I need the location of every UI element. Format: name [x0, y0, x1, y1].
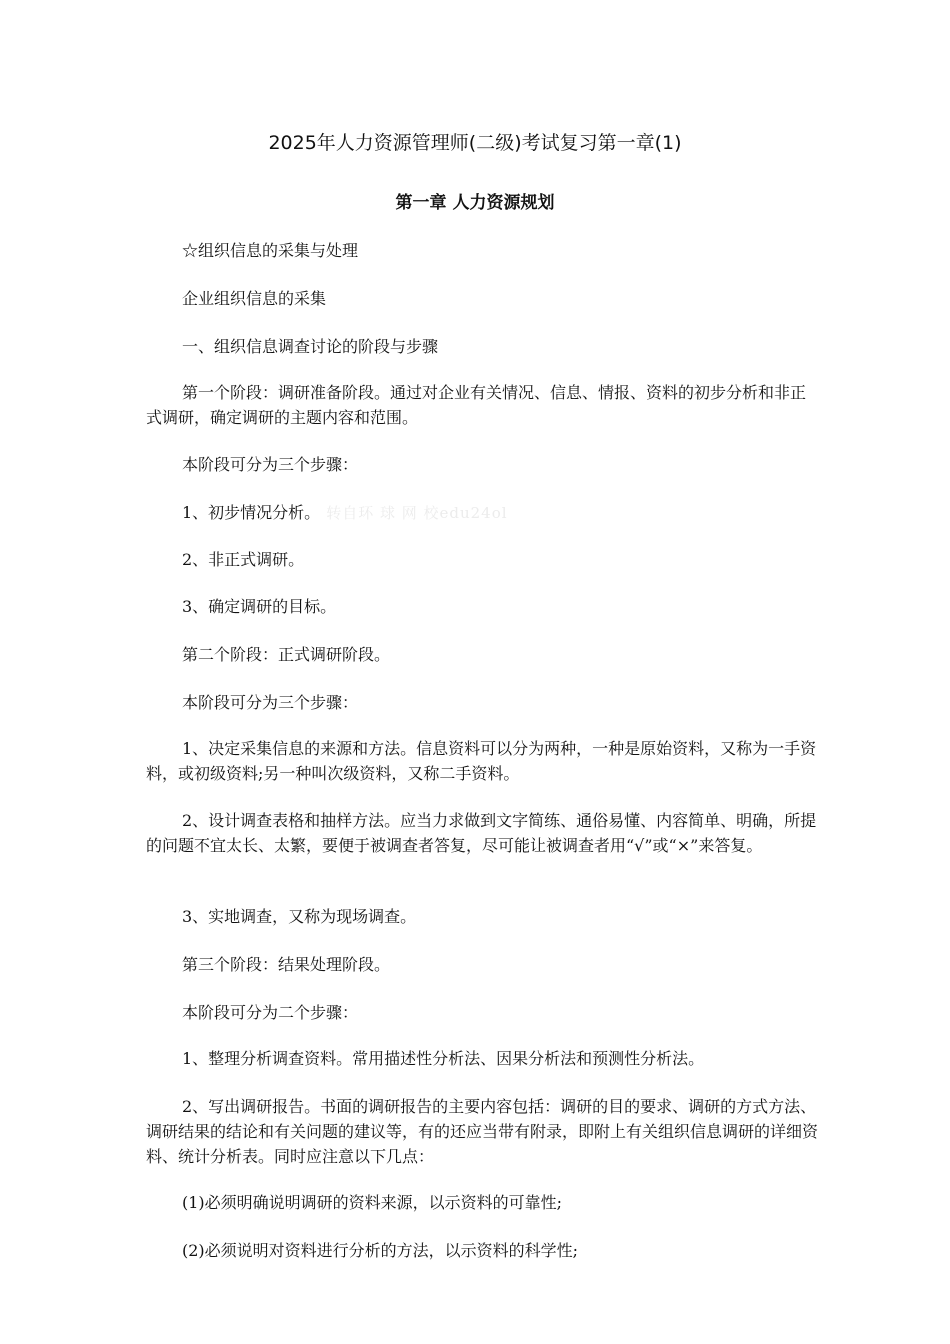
paragraph-stage-3: 第三个阶段：结果处理阶段。	[182, 955, 391, 974]
chapter-heading: 第一章 人力资源规划	[395, 193, 555, 213]
watermark-text: 转自环 球 网 校edu24ol	[326, 504, 508, 522]
paragraph-step-2-2: 2、设计调查表格和抽样方法。应当力求做到文字简练、通俗易懂、内容简单、明确，所提的问题不宜太长、太繁，要便于被调查者答复，尽可能让被调查者用“√”或“×”来答复。	[146, 811, 817, 855]
paragraph-step-1-3: 3、确定调研的目标。	[182, 597, 337, 616]
document-title: 2025年人力资源管理师(二级)考试复习第一章(1)	[268, 132, 682, 154]
paragraph-step-3-1: 1、整理分析调查资料。常用描述性分析法、因果分析法和预测性分析法。	[182, 1049, 705, 1068]
paragraph-note-1: (1)必须明确说明调研的资料来源，以示资料的可靠性;	[182, 1193, 563, 1212]
paragraph-step-1-1-text: 1、初步情况分析。	[182, 503, 321, 522]
subsection-heading: 企业组织信息的采集	[182, 289, 327, 308]
section-heading-star: ☆组织信息的采集与处理	[182, 241, 359, 260]
paragraph-step-1-2: 2、非正式调研。	[182, 550, 305, 569]
outline-heading-1: 一、组织信息调查讨论的阶段与步骤	[182, 337, 439, 356]
paragraph-step-1-1	[146, 500, 818, 526]
paragraph-note-2: (2)必须说明对资料进行分析的方法，以示资料的科学性;	[182, 1241, 579, 1260]
paragraph-steps-intro-3: 本阶段可分为二个步骤：	[182, 1003, 359, 1022]
paragraph-step-2-3: 3、实地调查，又称为现场调查。	[182, 907, 417, 926]
paragraph-stage-1: 第一个阶段：调研准备阶段。通过对企业有关情况、信息、情报、资料的初步分析和非正式调研，确定调研的主题内容和范围。	[146, 383, 807, 427]
paragraph-step-2-1: 1、决定采集信息的来源和方法。信息资料可以分为两种，一种是原始资料，又称为一手资料，或初级资料;另一种叫次级资料，又称二手资料。	[146, 739, 817, 783]
paragraph-steps-intro-2: 本阶段可分为三个步骤：	[182, 693, 359, 712]
paragraph-step-3-2: 2、写出调研报告。书面的调研报告的主要内容包括：调研的目的要求、调研的方式方法、调研结果的结论和有关问题的建议等，有的还应当带有附录，即附上有关组织信息调研的详细资料、统计分析表。同时应注意以下几点：	[146, 1097, 819, 1166]
paragraph-stage-2: 第二个阶段：正式调研阶段。	[182, 645, 391, 664]
paragraph-steps-intro-1: 本阶段可分为三个步骤：	[182, 455, 359, 474]
